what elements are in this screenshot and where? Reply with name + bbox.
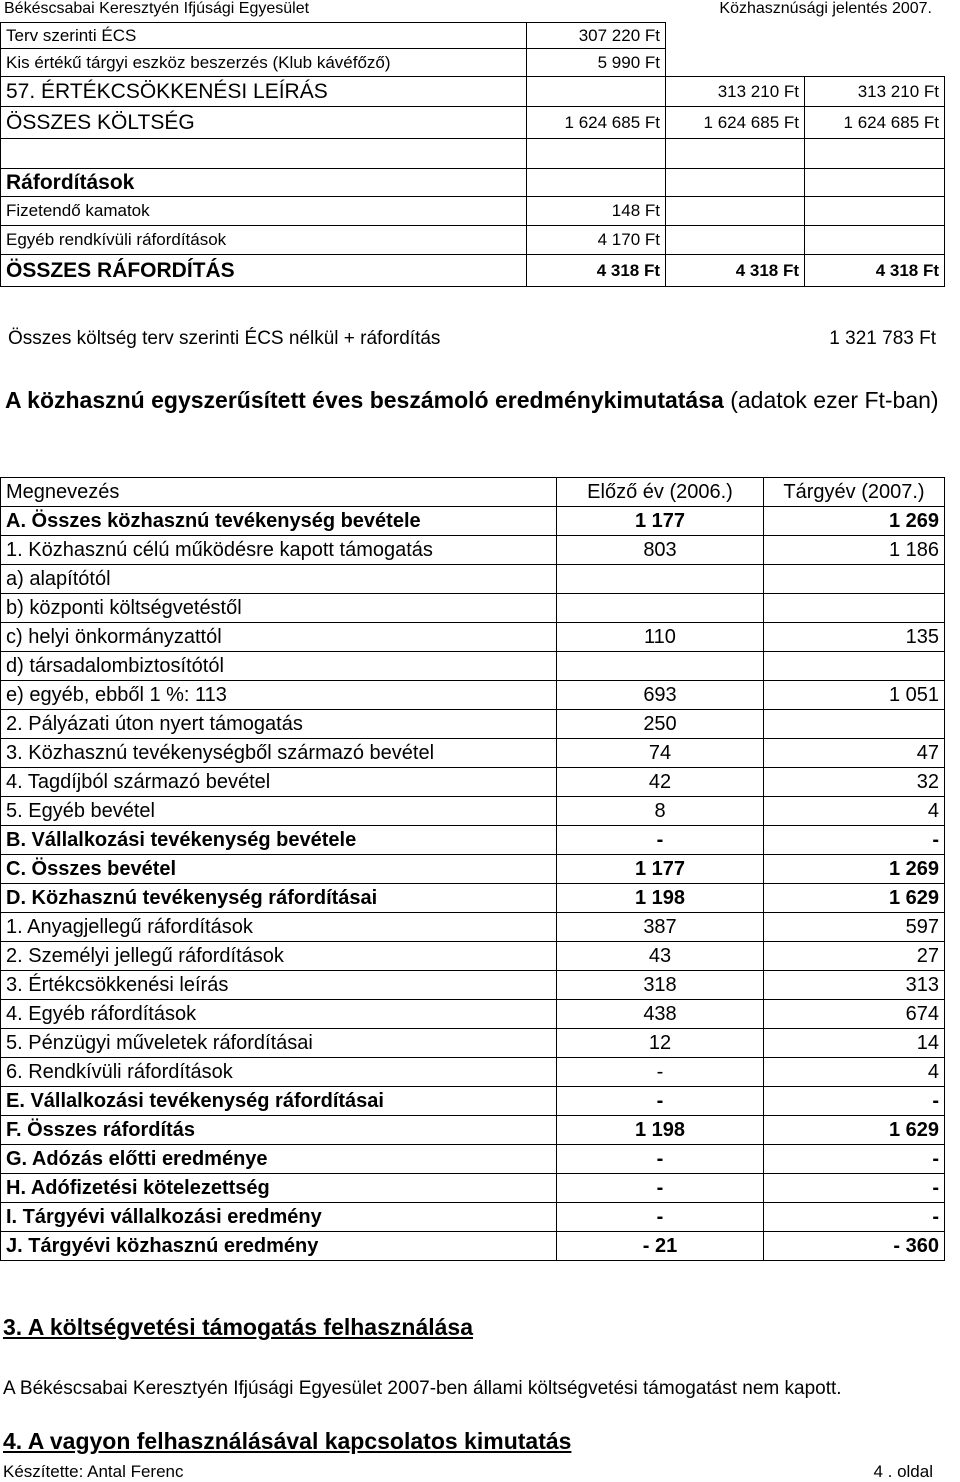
result-row [1, 855, 945, 884]
row-cur-value: 4 [764, 1058, 945, 1087]
cost-row [1, 226, 945, 255]
row-prev-value: - [557, 826, 764, 855]
cost-row [1, 107, 945, 139]
report-heading [5, 386, 960, 415]
row-label: B. Vállalkozási tevékenység bevétele [1, 826, 557, 855]
row-prev-value: 803 [557, 536, 764, 565]
row-prev-value: 1 177 [557, 507, 764, 536]
header-org: Békéscsabai Keresztyén Ifjúsági Egyesület [4, 0, 310, 17]
cost-row [1, 139, 945, 169]
cost-value: 5 990 Ft [527, 49, 666, 77]
result-row [1, 797, 945, 826]
row-label: 1. Közhasznú célú működésre kapott támogatás [1, 536, 557, 565]
cost-label: Kis értékű tárgyi eszköz beszerzés (Klub kávéfőző) [1, 49, 527, 77]
row-cur-value: 47 [764, 739, 945, 768]
result-row [1, 739, 945, 768]
cost-row [1, 197, 945, 226]
result-row [1, 1145, 945, 1174]
row-label: c) helyi önkormányzattól [1, 623, 557, 652]
row-prev-value: - [557, 1087, 764, 1116]
cost-label: 57. ÉRTÉKCSÖKKENÉSI LEÍRÁS [1, 77, 527, 107]
row-prev-value: 110 [557, 623, 764, 652]
row-label: 5. Egyéb bevétel [1, 797, 557, 826]
page-header [0, 0, 960, 18]
row-label: E. Vállalkozási tevékenység ráfordításai [1, 1087, 557, 1116]
row-cur-value: 27 [764, 942, 945, 971]
row-prev-value: 8 [557, 797, 764, 826]
cost-value: 4 318 Ft [527, 255, 666, 287]
section3-text: A Békéscsabai Keresztyén Ifjúsági Egyesület 2007-ben állami költségvetési támogatást nem kapott. [3, 1378, 842, 1399]
row-prev-value: 438 [557, 1000, 764, 1029]
row-cur-value [764, 652, 945, 681]
summary-value: 1 321 783 Ft [829, 328, 936, 349]
row-prev-value: 693 [557, 681, 764, 710]
row-prev-value [557, 652, 764, 681]
report-heading-rest: (adatok ezer Ft-ban) [723, 387, 939, 413]
result-row [1, 1087, 945, 1116]
cost-value: 1 624 685 Ft [666, 107, 805, 139]
result-row [1, 681, 945, 710]
row-cur-value: 1 186 [764, 536, 945, 565]
result-row [1, 594, 945, 623]
row-prev-value: 12 [557, 1029, 764, 1058]
row-label: D. Közhasznú tevékenység ráfordításai [1, 884, 557, 913]
row-cur-value: 1 629 [764, 884, 945, 913]
row-cur-value: 32 [764, 768, 945, 797]
header-name: Megnevezés [1, 478, 557, 507]
cost-label: ÖSSZES RÁFORDÍTÁS [1, 255, 527, 287]
row-cur-value: 313 [764, 971, 945, 1000]
cost-row [1, 23, 945, 49]
cost-label: Terv szerinti ÉCS [1, 23, 527, 49]
result-row [1, 826, 945, 855]
row-cur-value: - [764, 1203, 945, 1232]
result-row [1, 942, 945, 971]
row-cur-value: - [764, 1145, 945, 1174]
result-row [1, 1029, 945, 1058]
cost-value: 313 210 Ft [666, 77, 805, 107]
row-label: A. Összes közhasznú tevékenység bevétele [1, 507, 557, 536]
summary-label: Összes költség terv szerinti ÉCS nélkül + ráfordítás [8, 328, 441, 349]
cost-value: 4 170 Ft [527, 226, 666, 255]
footer-author: Készítette: Antal Ferenc [3, 1462, 184, 1481]
row-cur-value: - [764, 826, 945, 855]
result-row [1, 913, 945, 942]
header-prev-year: Előző év (2006.) [557, 478, 764, 507]
cost-section-label: Ráfordítások [1, 169, 527, 197]
summary-line [8, 328, 940, 350]
row-cur-value: 1 629 [764, 1116, 945, 1145]
cost-value: 1 624 685 Ft [527, 107, 666, 139]
result-row [1, 623, 945, 652]
cost-table [0, 22, 945, 287]
cost-row [1, 169, 945, 197]
section3-title: 3. A költségvetési támogatás felhasználása [3, 1314, 473, 1340]
cost-value: 4 318 Ft [805, 255, 945, 287]
row-prev-value: 43 [557, 942, 764, 971]
report-heading-bold: A közhasznú egyszerűsített éves beszámoló eredménykimutatása [5, 387, 724, 413]
row-prev-value [557, 565, 764, 594]
row-cur-value: 597 [764, 913, 945, 942]
row-prev-value: 42 [557, 768, 764, 797]
cost-label: Fizetendő kamatok [1, 197, 527, 226]
row-cur-value: 1 051 [764, 681, 945, 710]
row-label: 6. Rendkívüli ráfordítások [1, 1058, 557, 1087]
row-label: H. Adófizetési kötelezettség [1, 1174, 557, 1203]
result-row [1, 884, 945, 913]
section4-title: 4. A vagyon felhasználásával kapcsolatos kimutatás [3, 1428, 572, 1454]
row-cur-value: 14 [764, 1029, 945, 1058]
result-row [1, 536, 945, 565]
row-prev-value: 387 [557, 913, 764, 942]
result-row [1, 1174, 945, 1203]
row-cur-value: 4 [764, 797, 945, 826]
page-number: 4 . oldal [873, 1462, 933, 1481]
row-prev-value: 250 [557, 710, 764, 739]
page-footer [3, 1462, 933, 1482]
result-row [1, 565, 945, 594]
cost-value: 313 210 Ft [805, 77, 945, 107]
row-prev-value: 318 [557, 971, 764, 1000]
row-cur-value: - [764, 1174, 945, 1203]
row-label: J. Tárgyévi közhasznú eredmény [1, 1232, 557, 1261]
row-label: a) alapítótól [1, 565, 557, 594]
header-current-year: Tárgyév (2007.) [764, 478, 945, 507]
row-cur-value [764, 710, 945, 739]
result-row [1, 971, 945, 1000]
header-doc-title: Közhasznúsági jelentés 2007. [719, 0, 932, 17]
cost-row [1, 255, 945, 287]
row-label: 1. Anyagjellegű ráfordítások [1, 913, 557, 942]
result-row [1, 1058, 945, 1087]
result-header-row [1, 478, 945, 507]
cost-row [1, 49, 945, 77]
row-cur-value: 674 [764, 1000, 945, 1029]
row-prev-value: 1 198 [557, 884, 764, 913]
result-row [1, 1232, 945, 1261]
row-prev-value: - [557, 1203, 764, 1232]
row-label: d) társadalombiztosítótól [1, 652, 557, 681]
row-label: I. Tárgyévi vállalkozási eredmény [1, 1203, 557, 1232]
cost-value: 1 624 685 Ft [805, 107, 945, 139]
row-prev-value: - [557, 1145, 764, 1174]
row-prev-value: 1 177 [557, 855, 764, 884]
result-row [1, 652, 945, 681]
row-cur-value [764, 565, 945, 594]
row-prev-value: 1 198 [557, 1116, 764, 1145]
row-prev-value [557, 594, 764, 623]
result-row [1, 710, 945, 739]
row-label: 5. Pénzügyi műveletek ráfordításai [1, 1029, 557, 1058]
result-table [0, 477, 945, 1261]
row-cur-value: 1 269 [764, 507, 945, 536]
row-cur-value: - 360 [764, 1232, 945, 1261]
row-label: G. Adózás előtti eredménye [1, 1145, 557, 1174]
row-prev-value: 74 [557, 739, 764, 768]
cost-label: ÖSSZES KÖLTSÉG [1, 107, 527, 139]
cost-value [527, 77, 666, 107]
row-label: 3. Értékcsökkenési leírás [1, 971, 557, 1000]
cost-value: 307 220 Ft [527, 23, 666, 49]
result-row [1, 507, 945, 536]
row-prev-value: - 21 [557, 1232, 764, 1261]
row-label: b) központi költségvetéstől [1, 594, 557, 623]
cost-value: 4 318 Ft [666, 255, 805, 287]
row-label: 2. Pályázati úton nyert támogatás [1, 710, 557, 739]
row-cur-value [764, 594, 945, 623]
row-cur-value: - [764, 1087, 945, 1116]
row-label: e) egyéb, ebből 1 %: 113 [1, 681, 557, 710]
cost-row [1, 77, 945, 107]
result-row [1, 1203, 945, 1232]
cost-value: 148 Ft [527, 197, 666, 226]
row-cur-value: 135 [764, 623, 945, 652]
result-row [1, 768, 945, 797]
cost-label: Egyéb rendkívüli ráfordítások [1, 226, 527, 255]
row-label: 4. Egyéb ráfordítások [1, 1000, 557, 1029]
row-cur-value: 1 269 [764, 855, 945, 884]
row-label: C. Összes bevétel [1, 855, 557, 884]
row-label: 2. Személyi jellegű ráfordítások [1, 942, 557, 971]
row-prev-value: - [557, 1174, 764, 1203]
result-row [1, 1116, 945, 1145]
row-label: 4. Tagdíjból származó bevétel [1, 768, 557, 797]
row-label: 3. Közhasznú tevékenységből származó bevétel [1, 739, 557, 768]
row-label: F. Összes ráfordítás [1, 1116, 557, 1145]
result-row [1, 1000, 945, 1029]
row-prev-value: - [557, 1058, 764, 1087]
